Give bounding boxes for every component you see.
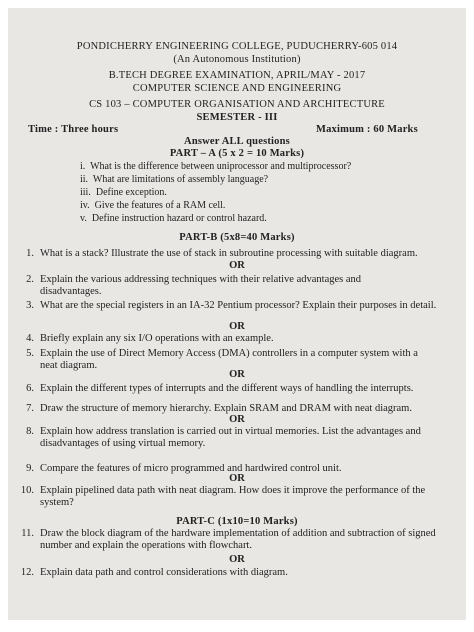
- list-item: iii. Define exception.: [80, 187, 167, 198]
- question-number: 5.: [26, 348, 34, 359]
- question-9: Compare the features of micro programmed and hardwired control unit.: [40, 463, 342, 474]
- or-separator: OR: [229, 260, 245, 271]
- exam-title: B.TECH DEGREE EXAMINATION, APRIL/MAY - 2017: [108, 70, 366, 81]
- college-name: PONDICHERRY ENGINEERING COLLEGE, PUDUCHERRY-605 014: [76, 41, 398, 52]
- semester: SEMESTER - III: [196, 112, 278, 123]
- course-title: CS 103 – COMPUTER ORGANISATION AND ARCHITECTURE: [89, 99, 385, 110]
- or-separator: OR: [229, 414, 245, 425]
- answer-all: Answer ALL questions: [184, 136, 290, 147]
- question-1: What is a stack? Illustrate the use of stack in subroutine processing with suitable diagram.: [40, 248, 418, 259]
- autonomous-label: (An Autonomous Institution): [173, 54, 301, 65]
- question-number: 4.: [26, 333, 34, 344]
- list-item: ii. What are limitations of assembly language?: [80, 174, 269, 185]
- question-number: 1.: [26, 248, 34, 259]
- question-12: Explain data path and control considerations with diagram.: [40, 567, 288, 578]
- part-b-title: PART-B (5x8=40 Marks): [179, 232, 295, 243]
- question-8: Explain how address translation is carried out in virtual memories. List the advantages and disadvantages of using virtual memory.: [40, 426, 421, 449]
- question-4: Briefly explain any six I/O operations with an example.: [40, 333, 274, 344]
- question-number: 7.: [26, 403, 34, 414]
- question-number: 6.: [26, 383, 34, 394]
- time-label: Time : Three hours: [28, 124, 119, 135]
- part-c-title: PART-C (1x10=10 Marks): [176, 516, 298, 527]
- question-6: Explain the different types of interrupts and the different ways of handling the interrupts.: [40, 383, 414, 394]
- question-7: Draw the structure of memory hierarchy. Explain SRAM and DRAM with neat diagram.: [40, 403, 412, 414]
- question-number: 3.: [26, 300, 34, 311]
- max-marks: Maximum : 60 Marks: [316, 124, 418, 135]
- exam-paper: [8, 8, 466, 620]
- list-item: i. What is the difference between uniprocessor and multiprocessor?: [80, 161, 352, 172]
- or-separator: OR: [229, 554, 245, 565]
- or-separator: OR: [229, 369, 245, 380]
- list-item: iv. Give the features of a RAM cell.: [80, 200, 226, 211]
- or-separator: OR: [229, 321, 245, 332]
- department: COMPUTER SCIENCE AND ENGINEERING: [132, 83, 342, 94]
- question-11: Draw the block diagram of the hardware implementation of addition and subtraction of signed number and explain the operations with flowchart.: [40, 528, 436, 551]
- question-3: What are the special registers in an IA-32 Pentium processor? Explain their purposes in detail.: [40, 300, 437, 311]
- question-number: 10.: [20, 485, 34, 496]
- or-separator: OR: [229, 473, 245, 484]
- question-number: 8.: [26, 426, 34, 437]
- question-5: Explain the use of Direct Memory Access (DMA) controllers in a computer system with a neat diagram.: [40, 348, 418, 371]
- question-number: 11.: [21, 528, 34, 539]
- question-2: Explain the various addressing techniques with their relative advantages and disadvantages.: [40, 274, 362, 297]
- question-number: 12.: [20, 567, 34, 578]
- list-item: v. Define instruction hazard or control hazard.: [80, 213, 267, 224]
- question-number: 2.: [26, 274, 34, 285]
- question-10: Explain pipelined data path with neat diagram. How does it improve the performance of the system?: [40, 485, 426, 508]
- part-a-title: PART – A (5 x 2 = 10 Marks): [169, 148, 305, 159]
- question-number: 9.: [26, 463, 34, 474]
